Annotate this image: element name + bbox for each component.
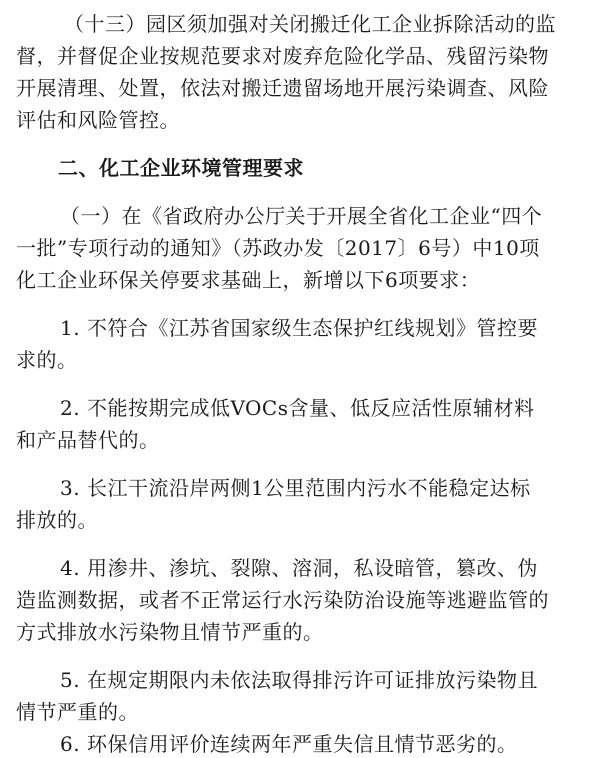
item-4-line-2: 造监测数据，或者不正常运行水污染防治设施等逃避监管的 (16, 588, 549, 612)
item-2-line-1: 2. 不能按期完成低VOCs含量、低反应活性原辅材料 (60, 396, 535, 420)
item-1-line-2: 求的。 (16, 348, 78, 372)
item-5-line-2: 情节严重的。 (16, 700, 139, 724)
item-1-line-1: 1. 不符合《江苏省国家级生态保护红线规划》管控要 (60, 316, 538, 340)
item-3-line-2: 排放的。 (16, 508, 98, 532)
paragraph-13-line-1: （十三）园区须加强对关闭搬迁化工企业拆除活动的监 (64, 12, 556, 36)
paragraph-1-line-1: （一）在《省政府办公厅关于开展全省化工企业“四个 (60, 204, 543, 228)
paragraph-1-line-3: 化工企业环保关停要求基础上，新增以下6项要求： (16, 268, 481, 292)
section-heading: 二、化工企业环境管理要求 (58, 156, 304, 180)
paragraph-1-line-2: 一批”专项行动的通知》（苏政办发〔2017〕6号）中10项 (16, 236, 540, 260)
item-2-line-2: 和产品替代的。 (16, 428, 160, 452)
paragraph-13-line-4: 评估和风险管控。 (16, 108, 180, 132)
item-6-line-1: 6. 环保信用评价连续两年严重失信且情节恶劣的。 (60, 732, 518, 756)
item-3-line-1: 3. 长江干流沿岸两侧1公里范围内污水不能稳定达标 (60, 476, 531, 500)
paragraph-13-line-2: 督，并督促企业按规范要求对废弃危险化学品、残留污染物 (16, 44, 549, 68)
paragraph-13-line-3: 开展清理、处置，依法对搬迁遗留场地开展污染调查、风险 (16, 76, 549, 100)
item-4-line-3: 方式排放水污染物且情节严重的。 (16, 620, 324, 644)
item-4-line-1: 4. 用渗井、渗坑、裂隙、溶洞，私设暗管，篡改、伪 (60, 556, 538, 580)
item-5-line-1: 5. 在规定期限内未依法取得排污许可证排放污染物且 (60, 668, 538, 692)
